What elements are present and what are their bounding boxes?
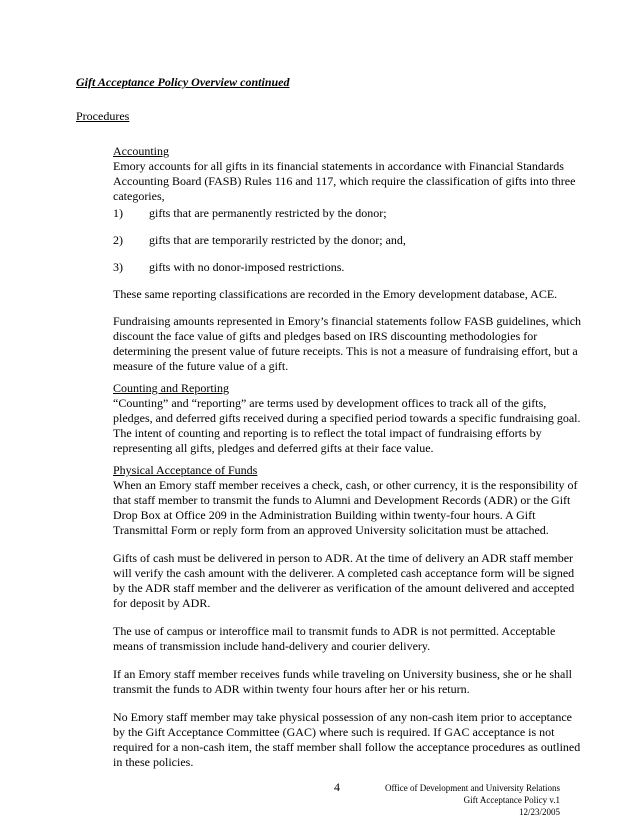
accounting-intro-line: Accounting Board (FASB) Rules 116 and 117, which require the classification of gifts into three: [113, 174, 576, 188]
counting-line: representing all gifts, pledges and deferred gifts at their face value.: [113, 441, 434, 455]
physical-line: by the ADR staff member and the deliverer as verification of the amount delivered and accepted: [113, 581, 575, 595]
physical-line: If an Emory staff member receives funds while traveling on University business, she or he shall: [113, 667, 572, 681]
accounting-paragraph-line: discount the face value of gifts and pledges based on IRS discounting methodologies for: [113, 329, 538, 343]
physical-heading: Physical Acceptance of Funds: [113, 463, 258, 477]
accounting-paragraph-line: These same reporting classifications are recorded in the Emory development database, ACE.: [113, 287, 558, 301]
accounting-paragraph-line: measure of the future value of a gift.: [113, 359, 289, 373]
footer-date: 12/23/2005: [518, 807, 560, 817]
physical-line: Drop Box at Office 209 in the Administration Building within twenty-four hours. A Gift: [113, 508, 536, 522]
physical-line: Gifts of cash must be delivered in person to ADR. At the time of delivery an ADR staff member: [113, 551, 574, 565]
physical-line: transmit the funds to ADR within twenty four hours after her or his return.: [113, 682, 470, 696]
counting-line: “Counting” and “reporting” are terms used by development offices to track all of the gifts,: [113, 396, 547, 410]
list-number: 2): [113, 233, 123, 247]
physical-line: will verify the cash amount with the deliverer. A completed cash acceptance form will be signed: [113, 566, 575, 580]
physical-line: that staff member to transmit the funds to Alumni and Development Records (ADR) or the Gift: [113, 493, 571, 507]
physical-line: Transmittal Form or reply form from an approved University solicitation must be attached.: [113, 523, 549, 537]
accounting-paragraph-line: Fundraising amounts represented in Emory’s financial statements follow FASB guidelines, which: [113, 314, 582, 328]
procedures-heading: Procedures: [76, 109, 130, 123]
physical-line: No Emory staff member may take physical possession of any non-cash item prior to acceptance: [113, 710, 572, 724]
accounting-intro-line: categories,: [113, 189, 165, 203]
counting-line: pledges, and deferred gifts received during a specified period towards a specific fundraising goal.: [113, 411, 581, 425]
list-number: 3): [113, 260, 123, 274]
physical-line: for deposit by ADR.: [113, 596, 211, 610]
list-item: gifts that are temporarily restricted by the donor; and,: [149, 233, 406, 247]
footer-office: Office of Development and University Relations: [384, 783, 560, 793]
counting-heading: Counting and Reporting: [113, 381, 229, 395]
counting-line: The intent of counting and reporting is to reflect the total impact of fundraising efforts by: [113, 426, 542, 440]
accounting-intro-line: Emory accounts for all gifts in its financial statements in accordance with Financial Standards: [113, 159, 564, 173]
page-title: Gift Acceptance Policy Overview continued: [76, 75, 290, 89]
list-item: gifts that are permanently restricted by the donor;: [149, 206, 387, 220]
physical-line: When an Emory staff member receives a check, cash, or other currency, it is the responsibility of: [113, 478, 578, 492]
accounting-heading: Accounting: [113, 144, 169, 158]
physical-line: by the Gift Acceptance Committee (GAC) where such is required. If GAC acceptance is not: [113, 725, 555, 739]
physical-line: The use of campus or interoffice mail to transmit funds to ADR is not permitted. Acceptable: [113, 624, 556, 638]
physical-line: required for a non-cash item, the staff member shall follow the acceptance procedures as outlined: [113, 740, 581, 754]
physical-line: in these policies.: [113, 755, 194, 769]
list-item: gifts with no donor-imposed restrictions.: [149, 260, 345, 274]
footer-policy: Gift Acceptance Policy v.1: [463, 795, 560, 805]
page-number: 4: [334, 780, 340, 794]
physical-line: means of transmission include hand-delivery and courier delivery.: [113, 639, 431, 653]
accounting-paragraph-line: determining the present value of future receipts. This is not a measure of fundraising effort, but a: [113, 344, 578, 358]
list-number: 1): [113, 206, 123, 220]
